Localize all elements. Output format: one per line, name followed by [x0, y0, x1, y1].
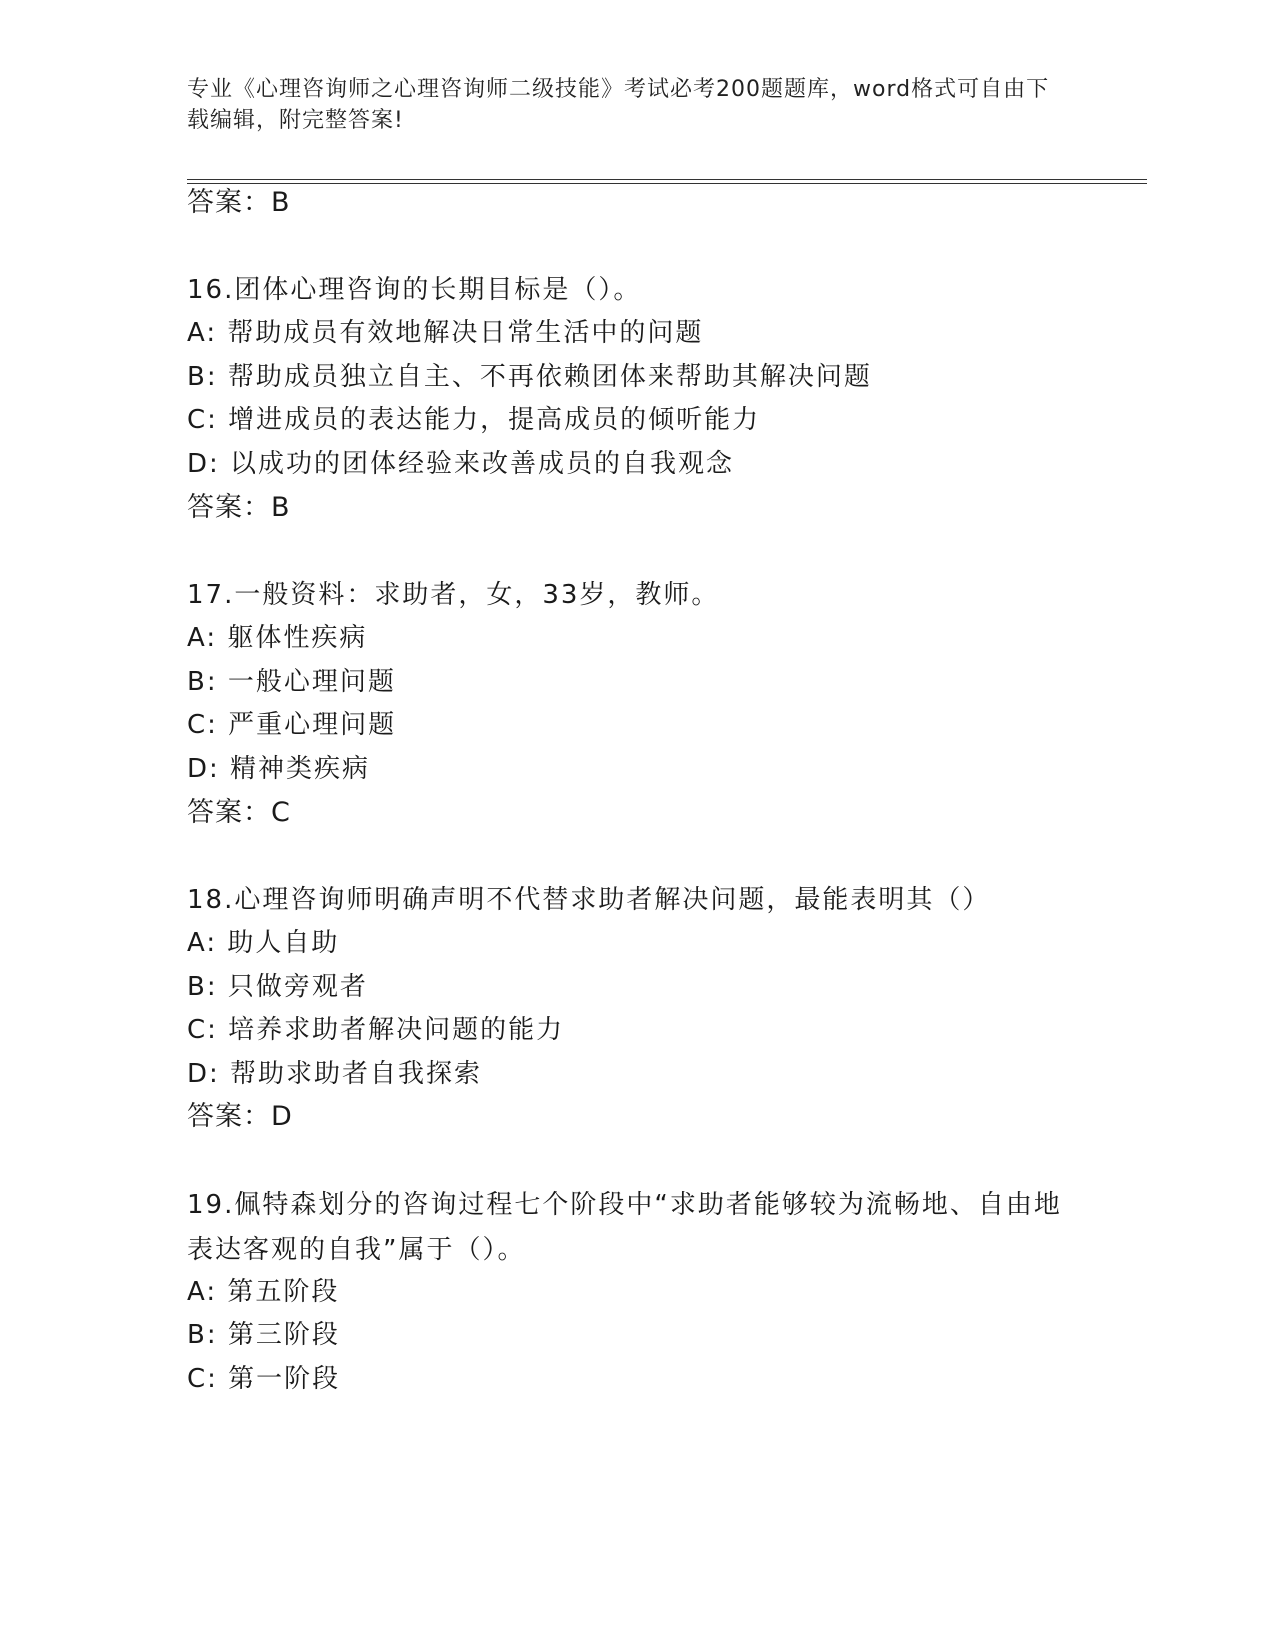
option-d: D: 以成功的团体经验来改善成员的自我观念	[187, 449, 735, 479]
question-stem: 19.佩特森划分的咨询过程七个阶段中“求助者能够较为流畅地、自由地表达客观的自我”属于（）。	[187, 1190, 1062, 1265]
option-a: A: 躯体性疾病	[187, 623, 368, 653]
option-c: C: 严重心理问题	[187, 710, 397, 740]
answer-label: 答案：B	[187, 187, 291, 218]
option-b: B: 一般心理问题	[187, 667, 396, 697]
option-d: D: 帮助求助者自我探索	[187, 1059, 483, 1089]
option-a: A: 助人自助	[187, 928, 340, 958]
document-header-note: 专业《心理咨询师之心理咨询师二级技能》考试必考200题题库，word格式可自由下载编辑，附完整答案!	[187, 77, 1050, 133]
option-c: C: 培养求助者解决问题的能力	[187, 1015, 565, 1045]
header-divider-top	[187, 179, 1147, 180]
option-c: C: 第一阶段	[187, 1364, 341, 1394]
question-stem: 16.团体心理咨询的长期目标是（）。	[187, 275, 642, 305]
option-c: C: 增进成员的表达能力，提高成员的倾听能力	[187, 405, 761, 435]
header-divider-bottom	[187, 183, 1147, 184]
option-a: A: 第五阶段	[187, 1277, 340, 1307]
option-b: B: 第三阶段	[187, 1320, 340, 1350]
option-b: B: 只做旁观者	[187, 972, 368, 1002]
option-a: A: 帮助成员有效地解决日常生活中的问题	[187, 318, 704, 348]
option-b: B: 帮助成员独立自主、不再依赖团体来帮助其解决问题	[187, 362, 872, 392]
answer-label: 答案：D	[187, 1101, 293, 1132]
answer-label: 答案：C	[187, 797, 291, 828]
option-d: D: 精神类疾病	[187, 754, 371, 784]
question-stem: 17.一般资料：求助者，女，33岁，教师。	[187, 580, 720, 610]
question-stem: 18.心理咨询师明确声明不代替求助者解决问题，最能表明其（）	[187, 885, 991, 915]
answer-label: 答案：B	[187, 492, 291, 523]
